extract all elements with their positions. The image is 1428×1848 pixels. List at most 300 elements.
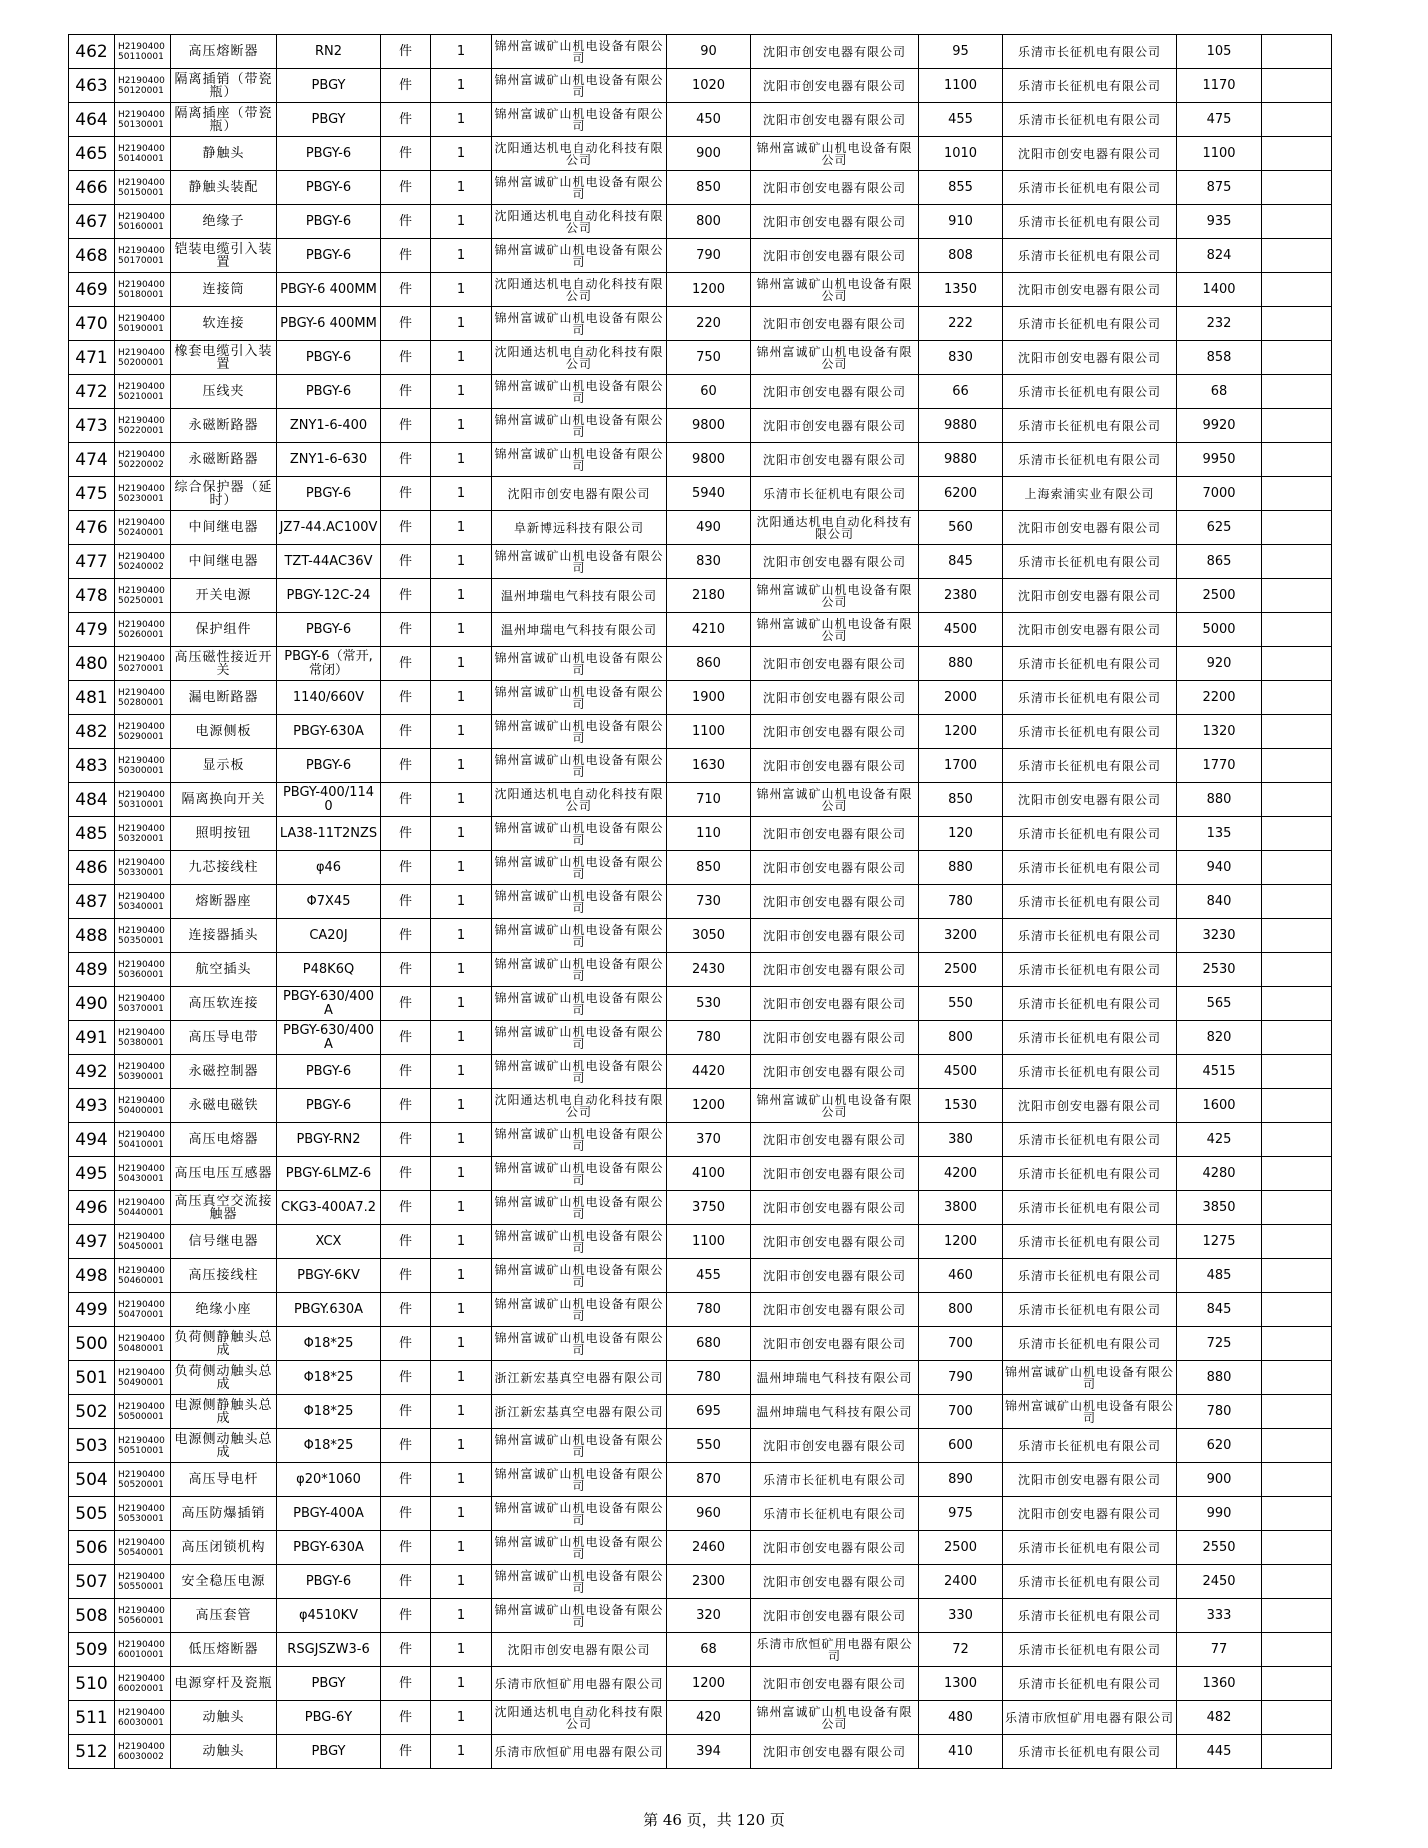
row-number: 470 xyxy=(69,307,115,341)
row-number: 466 xyxy=(69,171,115,205)
item-name: 高压套管 xyxy=(171,1599,277,1633)
supplier-1: 锦州富诚矿山机电设备有限公司 xyxy=(492,885,667,919)
price-1: 750 xyxy=(667,341,751,375)
item-model: ZNY1-6-400 xyxy=(277,409,381,443)
row-number: 480 xyxy=(69,647,115,681)
price-2: 800 xyxy=(919,1293,1003,1327)
item-unit: 件 xyxy=(381,1701,431,1735)
table-row xyxy=(69,511,1332,545)
row-number: 485 xyxy=(69,817,115,851)
price-2: 855 xyxy=(919,171,1003,205)
material-code: H2190400 50240002 xyxy=(115,545,171,579)
remark-cell xyxy=(1262,953,1332,987)
price-3: 880 xyxy=(1177,783,1262,817)
supplier-2: 沈阳市创安电器有限公司 xyxy=(751,885,919,919)
item-unit: 件 xyxy=(381,205,431,239)
remark-cell xyxy=(1262,511,1332,545)
item-unit: 件 xyxy=(381,1225,431,1259)
price-1: 710 xyxy=(667,783,751,817)
supplier-1: 沈阳通达机电自动化科技有限公司 xyxy=(492,1701,667,1735)
price-1: 490 xyxy=(667,511,751,545)
remark-cell xyxy=(1262,1021,1332,1055)
price-1: 1200 xyxy=(667,273,751,307)
supplier-3: 乐清市长征机电有限公司 xyxy=(1003,35,1177,69)
item-quantity: 1 xyxy=(431,919,492,953)
supplier-1: 锦州富诚矿山机电设备有限公司 xyxy=(492,919,667,953)
item-quantity: 1 xyxy=(431,409,492,443)
row-number: 492 xyxy=(69,1055,115,1089)
supplier-3: 乐清市长征机电有限公司 xyxy=(1003,545,1177,579)
item-unit: 件 xyxy=(381,715,431,749)
item-model: PBGY-6 xyxy=(277,375,381,409)
price-1: 780 xyxy=(667,1021,751,1055)
supplier-1: 锦州富诚矿山机电设备有限公司 xyxy=(492,1123,667,1157)
supplier-1: 锦州富诚矿山机电设备有限公司 xyxy=(492,1157,667,1191)
supplier-1: 温州坤瑞电气科技有限公司 xyxy=(492,613,667,647)
item-quantity: 1 xyxy=(431,1157,492,1191)
price-2: 1100 xyxy=(919,69,1003,103)
supplier-2: 沈阳市创安电器有限公司 xyxy=(751,1429,919,1463)
remark-cell xyxy=(1262,1497,1332,1531)
remark-cell xyxy=(1262,409,1332,443)
supplier-2: 沈阳市创安电器有限公司 xyxy=(751,1225,919,1259)
row-number: 462 xyxy=(69,35,115,69)
item-name: 中间继电器 xyxy=(171,511,277,545)
item-name: 电源侧板 xyxy=(171,715,277,749)
supplier-2: 沈阳市创安电器有限公司 xyxy=(751,1123,919,1157)
supplier-2: 沈阳市创安电器有限公司 xyxy=(751,749,919,783)
item-model: Φ18*25 xyxy=(277,1429,381,1463)
table-row xyxy=(69,613,1332,647)
table-row xyxy=(69,477,1332,511)
supplier-2: 沈阳市创安电器有限公司 xyxy=(751,1293,919,1327)
price-1: 850 xyxy=(667,851,751,885)
supplier-3: 乐清市长征机电有限公司 xyxy=(1003,1157,1177,1191)
row-number: 490 xyxy=(69,987,115,1021)
item-unit: 件 xyxy=(381,851,431,885)
table-row xyxy=(69,919,1332,953)
price-2: 600 xyxy=(919,1429,1003,1463)
row-number: 510 xyxy=(69,1667,115,1701)
table-row xyxy=(69,1701,1332,1735)
supplier-1: 乐清市欣恒矿用电器有限公司 xyxy=(492,1735,667,1769)
price-3: 865 xyxy=(1177,545,1262,579)
price-3: 1360 xyxy=(1177,1667,1262,1701)
item-name: 电源侧静触头总成 xyxy=(171,1395,277,1429)
price-1: 90 xyxy=(667,35,751,69)
price-3: 68 xyxy=(1177,375,1262,409)
item-model: PBGY-6 xyxy=(277,1055,381,1089)
item-quantity: 1 xyxy=(431,375,492,409)
item-unit: 件 xyxy=(381,919,431,953)
price-2: 808 xyxy=(919,239,1003,273)
item-model: RSGJSZW3-6 xyxy=(277,1633,381,1667)
price-2: 2500 xyxy=(919,953,1003,987)
material-code: H2190400 50530001 xyxy=(115,1497,171,1531)
table-row xyxy=(69,443,1332,477)
item-quantity: 1 xyxy=(431,715,492,749)
item-quantity: 1 xyxy=(431,987,492,1021)
item-model: φ46 xyxy=(277,851,381,885)
item-unit: 件 xyxy=(381,511,431,545)
table-row xyxy=(69,851,1332,885)
price-1: 1100 xyxy=(667,715,751,749)
item-quantity: 1 xyxy=(431,1021,492,1055)
item-name: 电源穿杆及瓷瓶 xyxy=(171,1667,277,1701)
row-number: 469 xyxy=(69,273,115,307)
material-code: H2190400 50540001 xyxy=(115,1531,171,1565)
item-model: PBGY-6 400MM xyxy=(277,273,381,307)
price-2: 380 xyxy=(919,1123,1003,1157)
item-model: PBGY-6LMZ-6 xyxy=(277,1157,381,1191)
item-quantity: 1 xyxy=(431,1191,492,1225)
supplier-2: 锦州富诚矿山机电设备有限公司 xyxy=(751,783,919,817)
price-1: 220 xyxy=(667,307,751,341)
price-3: 3230 xyxy=(1177,919,1262,953)
item-quantity: 1 xyxy=(431,749,492,783)
page-footer: 第 46 页，共 120 页 xyxy=(643,1811,785,1829)
item-model: PBGY-6 xyxy=(277,477,381,511)
supplier-3: 乐清市长征机电有限公司 xyxy=(1003,307,1177,341)
supplier-1: 锦州富诚矿山机电设备有限公司 xyxy=(492,1565,667,1599)
supplier-3: 沈阳市创安电器有限公司 xyxy=(1003,1463,1177,1497)
price-3: 2450 xyxy=(1177,1565,1262,1599)
row-number: 504 xyxy=(69,1463,115,1497)
remark-cell xyxy=(1262,205,1332,239)
item-name: 静触头装配 xyxy=(171,171,277,205)
price-1: 9800 xyxy=(667,409,751,443)
price-3: 232 xyxy=(1177,307,1262,341)
supplier-3: 锦州富诚矿山机电设备有限公司 xyxy=(1003,1361,1177,1395)
item-model: PBGY-6 xyxy=(277,613,381,647)
table-row xyxy=(69,715,1332,749)
supplier-1: 沈阳通达机电自动化科技有限公司 xyxy=(492,341,667,375)
price-2: 1350 xyxy=(919,273,1003,307)
price-2: 2000 xyxy=(919,681,1003,715)
price-1: 550 xyxy=(667,1429,751,1463)
supplier-2: 锦州富诚矿山机电设备有限公司 xyxy=(751,273,919,307)
item-quantity: 1 xyxy=(431,851,492,885)
material-code: H2190400 50550001 xyxy=(115,1565,171,1599)
supplier-3: 乐清市长征机电有限公司 xyxy=(1003,851,1177,885)
price-3: 900 xyxy=(1177,1463,1262,1497)
row-number: 501 xyxy=(69,1361,115,1395)
price-2: 2380 xyxy=(919,579,1003,613)
remark-cell xyxy=(1262,579,1332,613)
item-name: 压线夹 xyxy=(171,375,277,409)
item-model: PBGY-6KV xyxy=(277,1259,381,1293)
material-code: H2190400 50390001 xyxy=(115,1055,171,1089)
item-name: 信号继电器 xyxy=(171,1225,277,1259)
row-number: 495 xyxy=(69,1157,115,1191)
supplier-1: 锦州富诚矿山机电设备有限公司 xyxy=(492,375,667,409)
remark-cell xyxy=(1262,239,1332,273)
price-3: 475 xyxy=(1177,103,1262,137)
row-number: 481 xyxy=(69,681,115,715)
price-1: 530 xyxy=(667,987,751,1021)
supplier-1: 锦州富诚矿山机电设备有限公司 xyxy=(492,69,667,103)
supplier-1: 锦州富诚矿山机电设备有限公司 xyxy=(492,851,667,885)
price-3: 620 xyxy=(1177,1429,1262,1463)
row-number: 474 xyxy=(69,443,115,477)
item-quantity: 1 xyxy=(431,783,492,817)
item-unit: 件 xyxy=(381,1157,431,1191)
item-name: 永磁断路器 xyxy=(171,443,277,477)
table-row xyxy=(69,987,1332,1021)
remark-cell xyxy=(1262,477,1332,511)
item-name: 安全稳压电源 xyxy=(171,1565,277,1599)
material-code: H2190400 50210001 xyxy=(115,375,171,409)
price-3: 824 xyxy=(1177,239,1262,273)
supplier-3: 乐清市长征机电有限公司 xyxy=(1003,817,1177,851)
price-1: 850 xyxy=(667,171,751,205)
material-code: H2190400 50140001 xyxy=(115,137,171,171)
supplier-3: 乐清市长征机电有限公司 xyxy=(1003,1667,1177,1701)
item-name: 高压防爆插销 xyxy=(171,1497,277,1531)
supplier-3: 乐清市长征机电有限公司 xyxy=(1003,1531,1177,1565)
item-unit: 件 xyxy=(381,341,431,375)
remark-cell xyxy=(1262,783,1332,817)
item-quantity: 1 xyxy=(431,341,492,375)
row-number: 482 xyxy=(69,715,115,749)
table-row xyxy=(69,1463,1332,1497)
item-name: 隔离插销（带瓷瓶） xyxy=(171,69,277,103)
supplier-3: 沈阳市创安电器有限公司 xyxy=(1003,579,1177,613)
item-quantity: 1 xyxy=(431,1089,492,1123)
row-number: 476 xyxy=(69,511,115,545)
row-number: 471 xyxy=(69,341,115,375)
table-row xyxy=(69,375,1332,409)
price-2: 330 xyxy=(919,1599,1003,1633)
item-unit: 件 xyxy=(381,987,431,1021)
item-quantity: 1 xyxy=(431,239,492,273)
supplier-2: 沈阳市创安电器有限公司 xyxy=(751,205,919,239)
item-model: PBGY-6 xyxy=(277,1089,381,1123)
item-quantity: 1 xyxy=(431,1225,492,1259)
material-code: H2190400 50300001 xyxy=(115,749,171,783)
material-code: H2190400 50500001 xyxy=(115,1395,171,1429)
supplier-1: 锦州富诚矿山机电设备有限公司 xyxy=(492,1293,667,1327)
price-2: 1700 xyxy=(919,749,1003,783)
supplier-1: 锦州富诚矿山机电设备有限公司 xyxy=(492,35,667,69)
item-unit: 件 xyxy=(381,1191,431,1225)
supplier-3: 乐清市欣恒矿用电器有限公司 xyxy=(1003,1701,1177,1735)
price-1: 1900 xyxy=(667,681,751,715)
item-quantity: 1 xyxy=(431,69,492,103)
table-row xyxy=(69,579,1332,613)
price-2: 3200 xyxy=(919,919,1003,953)
material-code: H2190400 50430001 xyxy=(115,1157,171,1191)
material-code: H2190400 50190001 xyxy=(115,307,171,341)
row-number: 512 xyxy=(69,1735,115,1769)
price-3: 990 xyxy=(1177,1497,1262,1531)
item-quantity: 1 xyxy=(431,1259,492,1293)
price-2: 460 xyxy=(919,1259,1003,1293)
remark-cell xyxy=(1262,1055,1332,1089)
supplier-1: 锦州富诚矿山机电设备有限公司 xyxy=(492,171,667,205)
table-row xyxy=(69,1055,1332,1089)
supplier-2: 沈阳市创安电器有限公司 xyxy=(751,409,919,443)
row-number: 497 xyxy=(69,1225,115,1259)
table-row xyxy=(69,647,1332,681)
table-row xyxy=(69,1633,1332,1667)
supplier-2: 沈阳市创安电器有限公司 xyxy=(751,35,919,69)
item-unit: 件 xyxy=(381,647,431,681)
item-unit: 件 xyxy=(381,681,431,715)
item-quantity: 1 xyxy=(431,443,492,477)
table-row xyxy=(69,239,1332,273)
price-3: 77 xyxy=(1177,1633,1262,1667)
price-1: 780 xyxy=(667,1361,751,1395)
item-model: PBGY-6 xyxy=(277,1565,381,1599)
supplier-2: 沈阳市创安电器有限公司 xyxy=(751,681,919,715)
item-name: 中间继电器 xyxy=(171,545,277,579)
item-quantity: 1 xyxy=(431,1565,492,1599)
material-code: H2190400 50480001 xyxy=(115,1327,171,1361)
material-code: H2190400 50450001 xyxy=(115,1225,171,1259)
remark-cell xyxy=(1262,375,1332,409)
supplier-1: 锦州富诚矿山机电设备有限公司 xyxy=(492,1259,667,1293)
table-row xyxy=(69,1395,1332,1429)
supplier-2: 沈阳市创安电器有限公司 xyxy=(751,1531,919,1565)
price-2: 550 xyxy=(919,987,1003,1021)
price-2: 3800 xyxy=(919,1191,1003,1225)
price-2: 910 xyxy=(919,205,1003,239)
supplier-3: 乐清市长征机电有限公司 xyxy=(1003,885,1177,919)
material-code: H2190400 50250001 xyxy=(115,579,171,613)
item-unit: 件 xyxy=(381,1293,431,1327)
table-row xyxy=(69,103,1332,137)
remark-cell xyxy=(1262,1123,1332,1157)
item-name: 保护组件 xyxy=(171,613,277,647)
item-name: 隔离插座（带瓷瓶） xyxy=(171,103,277,137)
supplier-3: 上海索浦实业有限公司 xyxy=(1003,477,1177,511)
remark-cell xyxy=(1262,919,1332,953)
item-name: 绝缘小座 xyxy=(171,1293,277,1327)
supplier-3: 沈阳市创安电器有限公司 xyxy=(1003,273,1177,307)
price-1: 60 xyxy=(667,375,751,409)
supplier-3: 乐清市长征机电有限公司 xyxy=(1003,1633,1177,1667)
supplier-2: 沈阳市创安电器有限公司 xyxy=(751,1191,919,1225)
item-quantity: 1 xyxy=(431,1429,492,1463)
supplier-3: 乐清市长征机电有限公司 xyxy=(1003,1225,1177,1259)
item-name: 照明按钮 xyxy=(171,817,277,851)
item-name: 高压闭锁机构 xyxy=(171,1531,277,1565)
price-2: 1200 xyxy=(919,1225,1003,1259)
item-quantity: 1 xyxy=(431,1395,492,1429)
supplier-2: 乐清市长征机电有限公司 xyxy=(751,1497,919,1531)
item-model: PBGY-630/400A xyxy=(277,1021,381,1055)
material-code: H2190400 50370001 xyxy=(115,987,171,1021)
price-3: 940 xyxy=(1177,851,1262,885)
item-model: P48K6Q xyxy=(277,953,381,987)
row-number: 488 xyxy=(69,919,115,953)
material-code: H2190400 50170001 xyxy=(115,239,171,273)
price-2: 975 xyxy=(919,1497,1003,1531)
price-1: 320 xyxy=(667,1599,751,1633)
supplier-1: 浙江新宏基真空电器有限公司 xyxy=(492,1361,667,1395)
item-name: 显示板 xyxy=(171,749,277,783)
supplier-3: 乐清市长征机电有限公司 xyxy=(1003,749,1177,783)
table-row xyxy=(69,1089,1332,1123)
supplier-3: 乐清市长征机电有限公司 xyxy=(1003,1735,1177,1769)
item-name: 高压电熔器 xyxy=(171,1123,277,1157)
supplier-1: 锦州富诚矿山机电设备有限公司 xyxy=(492,1021,667,1055)
supplier-1: 锦州富诚矿山机电设备有限公司 xyxy=(492,715,667,749)
supplier-3: 乐清市长征机电有限公司 xyxy=(1003,1599,1177,1633)
item-quantity: 1 xyxy=(431,953,492,987)
price-3: 9920 xyxy=(1177,409,1262,443)
price-2: 95 xyxy=(919,35,1003,69)
item-quantity: 1 xyxy=(431,1463,492,1497)
item-unit: 件 xyxy=(381,171,431,205)
table-body xyxy=(69,35,1332,1769)
price-3: 9950 xyxy=(1177,443,1262,477)
item-quantity: 1 xyxy=(431,1293,492,1327)
supplier-3: 乐清市长征机电有限公司 xyxy=(1003,715,1177,749)
row-number: 483 xyxy=(69,749,115,783)
row-number: 507 xyxy=(69,1565,115,1599)
table-row xyxy=(69,409,1332,443)
material-code: H2190400 50310001 xyxy=(115,783,171,817)
price-3: 840 xyxy=(1177,885,1262,919)
item-name: 负荷侧动触头总成 xyxy=(171,1361,277,1395)
remark-cell xyxy=(1262,647,1332,681)
supplier-3: 乐清市长征机电有限公司 xyxy=(1003,1055,1177,1089)
supplier-1: 沈阳通达机电自动化科技有限公司 xyxy=(492,137,667,171)
supplier-1: 锦州富诚矿山机电设备有限公司 xyxy=(492,1327,667,1361)
item-quantity: 1 xyxy=(431,647,492,681)
supplier-1: 锦州富诚矿山机电设备有限公司 xyxy=(492,1191,667,1225)
row-number: 468 xyxy=(69,239,115,273)
material-code: H2190400 50380001 xyxy=(115,1021,171,1055)
item-unit: 件 xyxy=(381,1463,431,1497)
supplier-1: 锦州富诚矿山机电设备有限公司 xyxy=(492,1497,667,1531)
item-model: φ20*1060 xyxy=(277,1463,381,1497)
price-3: 935 xyxy=(1177,205,1262,239)
price-2: 480 xyxy=(919,1701,1003,1735)
item-name: 九芯接线柱 xyxy=(171,851,277,885)
row-number: 506 xyxy=(69,1531,115,1565)
price-3: 3850 xyxy=(1177,1191,1262,1225)
table-row xyxy=(69,1429,1332,1463)
remark-cell xyxy=(1262,1633,1332,1667)
price-2: 1300 xyxy=(919,1667,1003,1701)
item-name: 动触头 xyxy=(171,1701,277,1735)
remark-cell xyxy=(1262,307,1332,341)
remark-cell xyxy=(1262,1259,1332,1293)
price-1: 370 xyxy=(667,1123,751,1157)
price-3: 485 xyxy=(1177,1259,1262,1293)
remark-cell xyxy=(1262,1599,1332,1633)
table-row xyxy=(69,545,1332,579)
supplier-2: 沈阳市创安电器有限公司 xyxy=(751,715,919,749)
material-code: H2190400 50260001 xyxy=(115,613,171,647)
supplier-2: 沈阳市创安电器有限公司 xyxy=(751,647,919,681)
supplier-1: 沈阳通达机电自动化科技有限公司 xyxy=(492,783,667,817)
item-model: RN2 xyxy=(277,35,381,69)
material-code: H2190400 50560001 xyxy=(115,1599,171,1633)
item-quantity: 1 xyxy=(431,1667,492,1701)
item-name: 铠装电缆引入装置 xyxy=(171,239,277,273)
item-quantity: 1 xyxy=(431,205,492,239)
table-row xyxy=(69,749,1332,783)
supplier-3: 乐清市长征机电有限公司 xyxy=(1003,681,1177,715)
price-3: 2200 xyxy=(1177,681,1262,715)
price-3: 2550 xyxy=(1177,1531,1262,1565)
item-model: PBGY-RN2 xyxy=(277,1123,381,1157)
table-row xyxy=(69,1361,1332,1395)
